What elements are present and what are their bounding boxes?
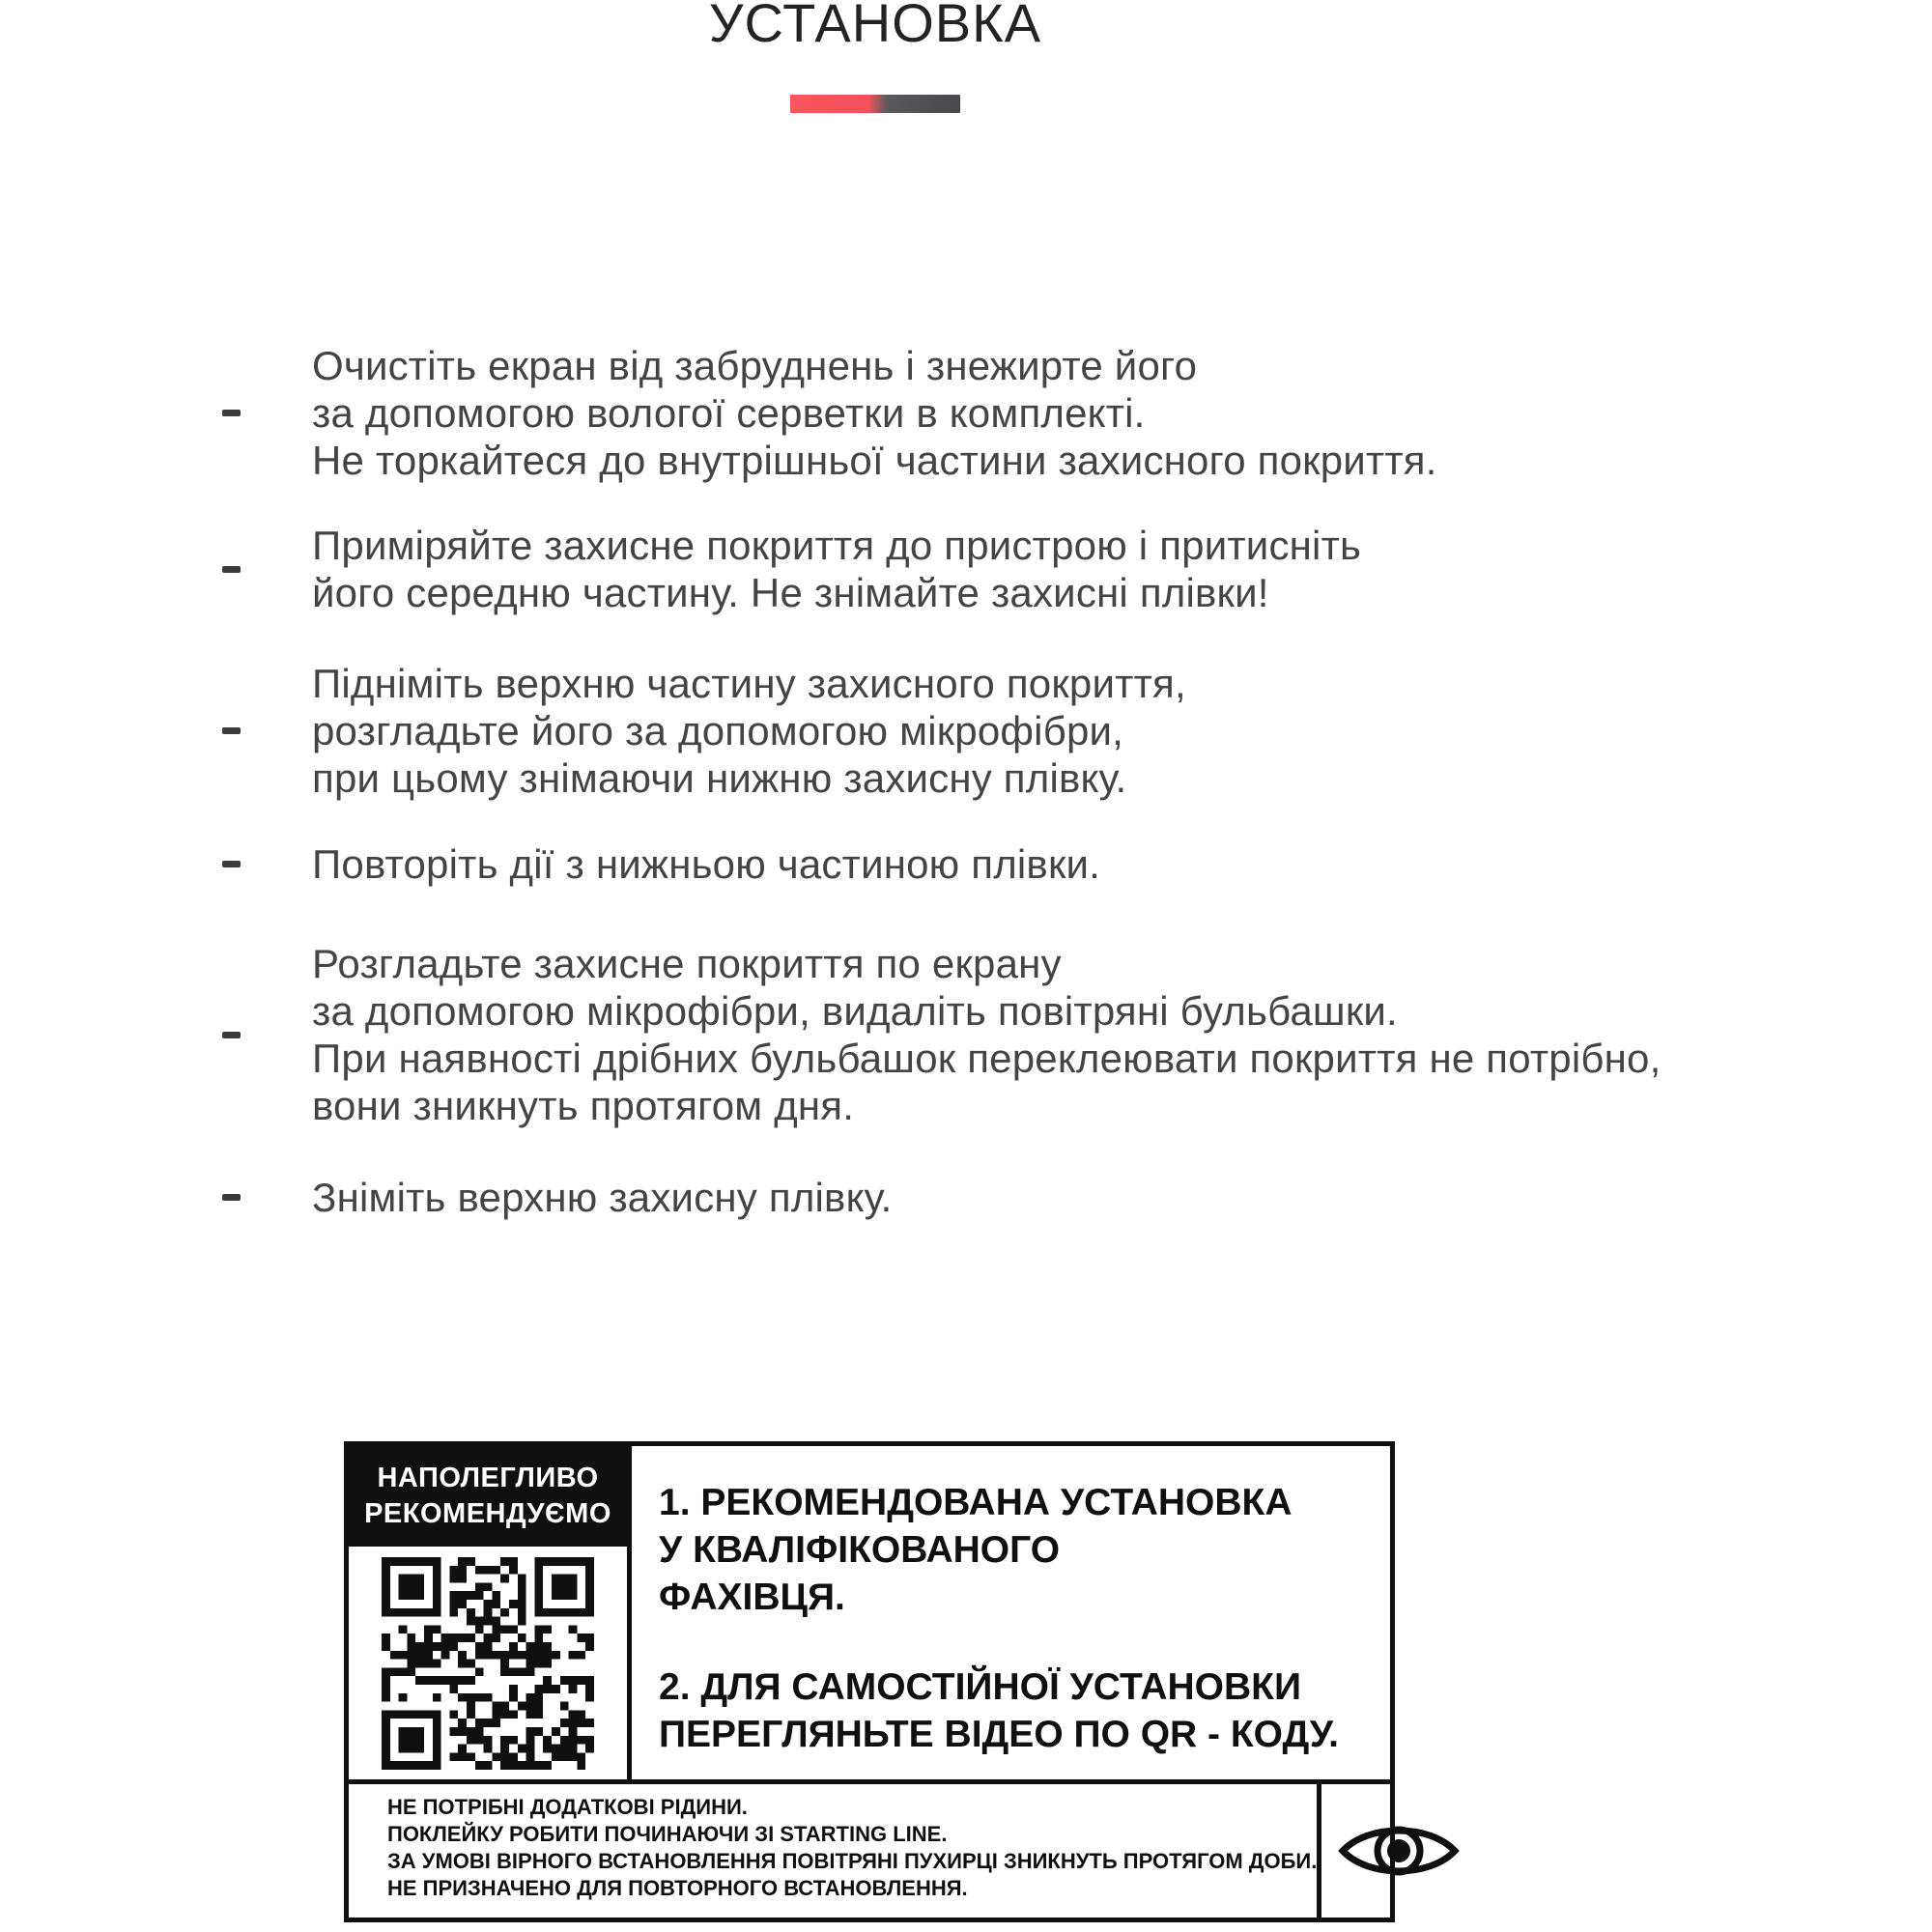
instruction-step [222, 1174, 892, 1221]
recommendation-line: У КВАЛІФІКОВАНОГО [659, 1529, 1061, 1571]
step-line: Приміряйте захисне покриття до пристрою і притисніть [312, 523, 1362, 568]
recommendation-box-footer [349, 1779, 1390, 1918]
step-line: Зніміть верхню захисну плівку. [312, 1175, 893, 1220]
step-line: за допомогою мікрофібри, видаліть повітряні бульбашки. [312, 988, 1398, 1034]
recommendation-line: 1. РЕКОМЕНДОВАНА УСТАНОВКА [659, 1482, 1293, 1523]
step-text [312, 342, 1437, 484]
step-text [312, 522, 1361, 616]
title-divider-bar [790, 95, 960, 113]
bullet-dash-icon [222, 1194, 241, 1201]
footnote-line: НЕ ПОТРІБНІ ДОДАТКОВІ РІДИНИ. [387, 1795, 748, 1819]
step-text [312, 660, 1186, 802]
recommendation-item-1 [659, 1479, 1375, 1621]
instruction-step [222, 522, 1361, 616]
bullet-dash-icon [222, 861, 241, 867]
step-line: розгладьте його за допомогою мікрофібри, [312, 708, 1124, 753]
recommendation-box [344, 1441, 1395, 1922]
recommendation-box-left-column [349, 1446, 632, 1779]
step-text [312, 940, 1661, 1129]
step-line: Підніміть верхню частину захисного покриття, [312, 661, 1186, 706]
recommendation-item-2 [659, 1663, 1375, 1758]
recommendation-box-main [349, 1446, 1390, 1779]
step-line: Очистіть екран від забруднень і знежирте його [312, 343, 1198, 388]
bullet-dash-icon [222, 727, 241, 734]
qr-code-icon [349, 1547, 627, 1779]
footnote-line: НЕ ПРИЗНАЧЕНО ДЛЯ ПОВТОРНОГО ВСТАНОВЛЕННЯ. [387, 1876, 968, 1900]
step-text [312, 1174, 892, 1221]
eye-icon [1335, 1816, 1463, 1886]
step-line: При наявності дрібних бульбашок переклеювати покриття не потрібно, [312, 1036, 1662, 1081]
step-line: вони зникнуть протягом дня. [312, 1083, 855, 1128]
instruction-step [222, 342, 1437, 484]
bullet-dash-icon [222, 410, 241, 416]
step-line: Розгладьте захисне покриття по екрану [312, 941, 1062, 986]
step-line: при цьому знімаючи нижню захисну плівку. [312, 755, 1127, 801]
bullet-dash-icon [222, 1032, 241, 1038]
qr-code-image [382, 1557, 594, 1770]
step-line: Не торкайтеся до внутрішньої частини захисного покриття. [312, 438, 1437, 483]
instruction-step [222, 940, 1661, 1129]
footnote-line: ПОКЛЕЙКУ РОБИТИ ПОЧИНАЮЧИ ЗІ STARTING LINE. [387, 1822, 948, 1846]
recommendation-line: 2. ДЛЯ САМОСТІЙНОЇ УСТАНОВКИ [659, 1666, 1302, 1708]
bullet-dash-icon [222, 566, 241, 573]
recommendation-header-line: РЕКОМЕНДУЄМО [364, 1498, 611, 1529]
recommendation-line: ФАХІВЦЯ. [659, 1577, 845, 1618]
recommendation-header [349, 1446, 627, 1547]
step-text [312, 840, 1100, 888]
instruction-step [222, 840, 1100, 888]
recommendation-text [632, 1446, 1390, 1779]
page-title: УСТАНОВКА [708, 0, 1042, 53]
step-line: Повторіть дії з нижньою частиною плівки. [312, 841, 1101, 887]
supervision-cell [1317, 1784, 1476, 1918]
recommendation-line: ПЕРЕГЛЯНЬТЕ ВІДЕО ПО QR - КОДУ. [659, 1714, 1339, 1755]
footnotes [349, 1784, 1317, 1918]
step-line: його середню частину. Не знімайте захисні плівки! [312, 570, 1269, 615]
recommendation-header-line: НАПОЛЕГЛИВО [377, 1463, 599, 1493]
footnote-line: ЗА УМОВІ ВІРНОГО ВСТАНОВЛЕННЯ ПОВІТРЯНІ ПУХИРЦІ ЗНИКНУТЬ ПРОТЯГОМ ДОБИ. [387, 1849, 1318, 1873]
step-line: за допомогою вологої серветки в комплекті. [312, 390, 1146, 436]
instruction-step [222, 660, 1186, 802]
